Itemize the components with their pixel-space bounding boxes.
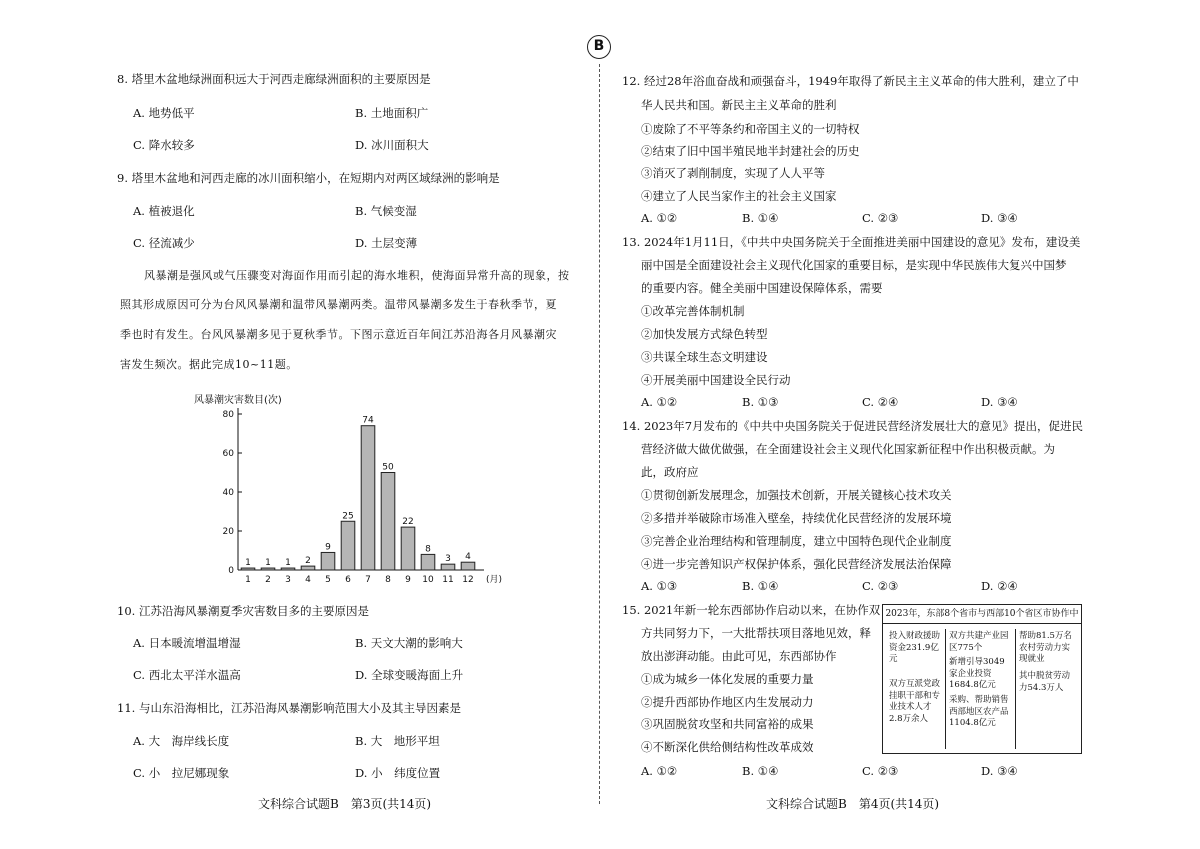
q15-option-d: D. ③④ (981, 764, 1018, 778)
passage-line-2: 照其形成原因可分为台风风暴潮和温带风暴潮两类。温带风暴潮多发生于春秋季节，夏 (120, 298, 557, 311)
q12-item-4: ④建立了人民当家作主的社会主义国家 (641, 189, 837, 203)
q14-item-3: ③完善企业治理结构和管理制度，建立中国特色现代企业制度 (641, 534, 952, 548)
q11-option-d: D. 小 纬度位置 (355, 766, 441, 780)
q13-item-4: ④开展美丽中国建设全民行动 (641, 373, 791, 387)
q14-option-b: B. ①④ (742, 579, 779, 593)
bar-data-label: 25 (342, 511, 354, 522)
q15-stem-line-2: 方共同努力下，一大批帮扶项目落地见效，释 (641, 626, 871, 640)
box-col2-item-1: 双方共建产业园区775个 (949, 631, 1009, 653)
q14-item-1: ①贯彻创新发展理念，加强技术创新，开展关键核心技术攻关 (641, 488, 952, 502)
q14-stem-line-2: 营经济做大做优做强，在全面建设社会主义现代化国家新征程中作出积极贡献。为 (641, 442, 1055, 456)
bar-data-label: 22 (402, 517, 414, 528)
bar (281, 568, 295, 570)
x-tick-label: 2 (265, 575, 271, 585)
x-tick-label: 3 (285, 575, 291, 585)
q13-stem-line-1: 13. 2024年1月11日，《中共中央国务院关于全面推进美丽中国建设的意见》发布，建设美 (622, 235, 1081, 249)
q14-stem-line-1: 14. 2023年7月发布的《中共中央国务院关于促进民营经济发展壮大的意见》提出，促进民 (622, 419, 1084, 433)
q15-option-b: B. ①④ (742, 764, 779, 778)
box-col3-item-2: 其中脱贫劳动力54.3万人 (1019, 671, 1071, 693)
y-tick-label: 80 (222, 410, 234, 420)
box-col1-item-1: 投入财政援助资金231.9亿元 (889, 631, 941, 664)
q14-option-c: C. ②③ (862, 579, 899, 593)
passage-line-4: 害发生频次。据此完成10~11题。 (120, 358, 298, 371)
q14-item-2: ②多措并举破除市场准入壁垒，持续优化民营经济的发展环境 (641, 511, 952, 525)
bar (441, 564, 455, 570)
q10-option-a: A. 日本暖流增温增湿 (133, 636, 241, 650)
q8-option-a: A. 地势低平 (133, 106, 195, 120)
q14-stem-line-3: 此，政府应 (641, 465, 699, 479)
q12-item-2: ②结束了旧中国半殖民地半封建社会的历史 (641, 144, 860, 158)
q12-option-a: A. ①② (641, 211, 678, 225)
x-tick-label: 6 (345, 575, 351, 585)
storm-surge-bar-chart (180, 385, 520, 590)
q15-item-1: ①成为城乡一体化发展的重要力量 (641, 672, 814, 686)
q9-stem: 9. 塔里木盆地和河西走廊的冰川面积缩小，在短期内对两区域绿洲的影响是 (117, 171, 500, 185)
q15-option-a: A. ①② (641, 764, 678, 778)
q10-option-b: B. 天文大潮的影响大 (355, 636, 463, 650)
x-tick-label: 8 (385, 575, 391, 585)
left-page-footer: 文科综合试题B 第3页(共14页) (258, 797, 432, 811)
q15-item-4: ④不断深化供给侧结构性改革成效 (641, 740, 814, 754)
q8-option-b: B. 土地面积广 (355, 106, 429, 120)
q14-option-a: A. ①③ (641, 579, 678, 593)
bar-data-label: 50 (382, 462, 394, 473)
x-tick-label: 4 (305, 575, 311, 585)
x-tick-label: 1 (245, 575, 251, 585)
q12-item-1: ①废除了不平等条约和帝国主义的一切特权 (641, 122, 860, 136)
q15-info-box (882, 604, 1082, 754)
q11-option-b: B. 大 地形平坦 (355, 734, 440, 748)
right-page-footer: 文科综合试题B 第4页(共14页) (766, 797, 940, 811)
y-tick-label: 60 (222, 449, 234, 459)
bar-data-label: 74 (362, 415, 374, 426)
q13-item-3: ③共谋全球生态文明建设 (641, 350, 768, 364)
bar-data-label: 8 (425, 544, 431, 555)
bar (381, 473, 395, 571)
bar (401, 527, 415, 570)
x-tick-label: 9 (405, 575, 411, 585)
q15-option-c: C. ②③ (862, 764, 899, 778)
q9-option-c: C. 径流减少 (133, 236, 195, 250)
x-tick-label: 7 (365, 575, 371, 585)
q11-option-c: C. 小 拉尼娜现象 (133, 766, 230, 780)
q13-option-c: C. ②④ (862, 395, 899, 409)
box-col3-item-1: 帮助81.5万名农村劳动力实现就业 (1019, 631, 1072, 664)
y-tick-label: 20 (222, 527, 234, 537)
passage-line-1: 风暴潮是强风或气压骤变对海面作用而引起的海水堆积，使海面异常升高的现象，按 (144, 269, 570, 282)
q8-option-c: C. 降水较多 (133, 138, 195, 152)
bar (321, 552, 335, 570)
q10-stem: 10. 江苏沿海风暴潮夏季灾害数目多的主要原因是 (117, 604, 369, 618)
bar-data-label: 3 (445, 554, 451, 565)
q12-item-3: ③消灭了剥削制度，实现了人人平等 (641, 166, 825, 180)
q8-stem: 8. 塔里木盆地绿洲面积远大于河西走廊绿洲面积的主要原因是 (117, 72, 431, 86)
x-tick-label: 12 (462, 575, 474, 585)
q13-option-d: D. ③④ (981, 395, 1018, 409)
q15-info-box-title: 2023年，东部8个省市与西部10个省区市协作中 (883, 605, 1081, 624)
bar-data-label: 1 (245, 558, 251, 569)
bar (241, 568, 255, 570)
x-tick-label: 11 (442, 575, 454, 585)
q14-item-4: ④进一步完善知识产权保护体系，强化民营经济发展法治保障 (641, 557, 952, 571)
box-column-divider (945, 629, 946, 749)
q10-option-d: D. 全球变暖海面上升 (355, 668, 464, 682)
passage-line-3: 季也时有发生。台风风暴潮多见于夏秋季节。下图示意近百年间江苏沿海各月风暴潮灾 (120, 328, 557, 341)
q15-stem-line-3: 放出澎湃动能。由此可见，东西部协作 (641, 649, 837, 663)
q9-option-b: B. 气候变湿 (355, 204, 417, 218)
y-tick-label: 40 (222, 488, 234, 498)
q15-item-2: ②提升西部协作地区内生发展动力 (641, 695, 814, 709)
bar-data-label: 9 (325, 542, 331, 553)
page-divider (599, 64, 600, 804)
q15-item-3: ③巩固脱贫攻坚和共同富裕的成果 (641, 717, 814, 731)
version-mark-badge: B (587, 35, 611, 59)
q15-info-box-body (887, 629, 1077, 749)
q12-stem-line-1: 12. 经过28年浴血奋战和顽强奋斗，1949年取得了新民主主义革命的伟大胜利，建立了中 (622, 74, 1079, 88)
q13-item-1: ①改革完善体制机制 (641, 304, 745, 318)
box-col2-item-2: 新增引导3049家企业投资1684.8亿元 (949, 657, 1005, 690)
q12-option-d: D. ③④ (981, 211, 1018, 225)
box-col2-item-3: 采购、帮助销售西部地区农产品1104.8亿元 (949, 695, 1009, 728)
q13-stem-line-3: 的重要内容。健全美丽中国建设保障体系，需要 (641, 281, 883, 295)
bar-data-label: 2 (305, 556, 311, 567)
q8-option-d: D. 冰川面积大 (355, 138, 429, 152)
y-tick-label: 0 (228, 566, 234, 576)
q9-option-d: D. 土层变薄 (355, 236, 418, 250)
bar (461, 562, 475, 570)
q15-stem-line-1: 15. 2021年新一轮东西部协作启动以来，在协作双 (622, 603, 881, 617)
bar-data-label: 4 (465, 552, 471, 563)
bar (261, 568, 275, 570)
q11-stem: 11. 与山东沿海相比，江苏沿海风暴潮影响范围大小及其主导因素是 (117, 701, 461, 715)
x-tick-label: 5 (325, 575, 331, 585)
bar-data-label: 1 (265, 558, 271, 569)
bar-data-label: 1 (285, 558, 291, 569)
box-column-divider (1015, 629, 1016, 749)
x-tick-label: 10 (422, 575, 434, 585)
q9-option-a: A. 植被退化 (133, 204, 195, 218)
q12-stem-line-2: 华人民共和国。新民主主义革命的胜利 (641, 98, 837, 112)
bar (421, 554, 435, 570)
q12-option-c: C. ②③ (862, 211, 899, 225)
q11-option-a: A. 大 海岸线长度 (133, 734, 230, 748)
box-col1-item-2: 双方互派党政挂职干部和专业技术人才2.8万余人 (889, 679, 941, 724)
q10-option-c: C. 西北太平洋水温高 (133, 668, 241, 682)
bar (301, 566, 315, 570)
q14-option-d: D. ②④ (981, 579, 1018, 593)
q13-option-b: B. ①③ (742, 395, 779, 409)
bar (361, 426, 375, 570)
x-axis-unit-label: (月) (486, 575, 503, 585)
chart-y-axis-label: 风暴潮灾害数目(次) (194, 395, 282, 406)
bar (341, 521, 355, 570)
q13-option-a: A. ①② (641, 395, 678, 409)
q12-option-b: B. ①④ (742, 211, 779, 225)
q13-stem-line-2: 丽中国是全面建设社会主义现代化国家的重要目标，是实现中华民族伟大复兴中国梦 (641, 258, 1067, 272)
q13-item-2: ②加快发展方式绿色转型 (641, 327, 768, 341)
